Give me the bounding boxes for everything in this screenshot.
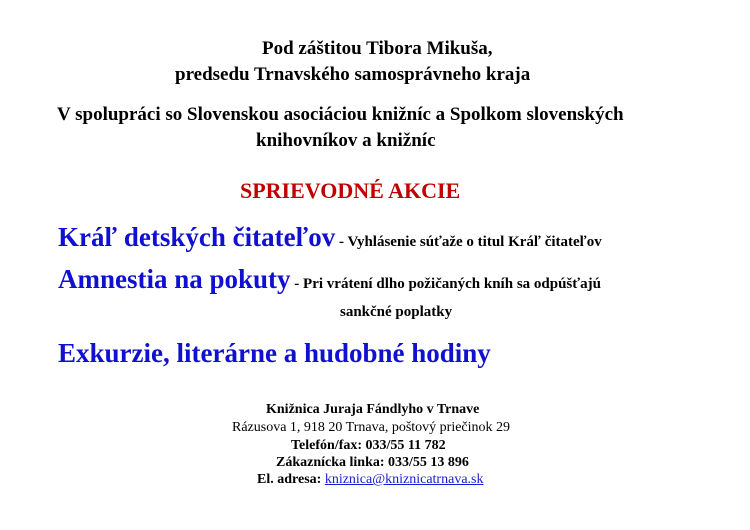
library-address: Rázusova 1, 918 20 Trnava, poštový priečinok 29 xyxy=(232,420,511,435)
email-link[interactable]: kniznica@kniznicatrnava.sk xyxy=(324,472,484,487)
event-title: Amnestia na pokuty xyxy=(58,264,291,294)
patronage-line-1: Pod záštitou Tibora Mikuša, xyxy=(262,38,493,59)
email-label: El. adresa: xyxy=(257,472,325,487)
library-customer-line: Zákaznícka linka: 033/55 13 896 xyxy=(276,455,469,470)
event-description: - Pri vrátení dlho požičaných kníh sa odpúšťajú xyxy=(290,276,601,292)
section-heading: SPRIEVODNÉ AKCIE xyxy=(240,178,461,203)
cooperation-line-2: knihovníkov a knižníc xyxy=(256,130,436,151)
event-title: Exkurzie, literárne a hudobné hodiny xyxy=(58,338,491,368)
event-title: Kráľ detských čitateľov xyxy=(58,222,336,252)
event-item xyxy=(58,222,602,253)
library-email-row xyxy=(257,472,483,488)
library-phone: Telefón/fax: 033/55 11 782 xyxy=(291,438,446,453)
event-description-continued: sankčné poplatky xyxy=(340,304,453,320)
library-name: Knižnica Juraja Fándlyho v Trnave xyxy=(266,402,480,417)
cooperation-line-1: V spolupráci so Slovenskou asociáciou knižníc a Spolkom slovenských xyxy=(57,104,624,125)
event-item xyxy=(58,338,491,369)
patronage-line-2: predsedu Trnavského samosprávneho kraja xyxy=(175,64,531,85)
event-description: - Vyhlásenie súťaže o titul Kráľ čitateľov xyxy=(335,234,602,250)
event-item xyxy=(58,264,601,295)
